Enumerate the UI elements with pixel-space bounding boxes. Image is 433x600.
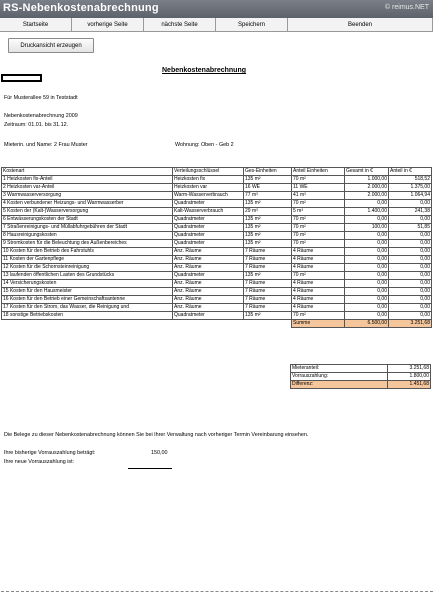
summary-row	[291, 381, 431, 389]
table-cell: 135 m²	[244, 272, 292, 280]
table-cell: 135 m²	[244, 216, 292, 224]
table-row	[2, 312, 432, 320]
table-row	[2, 224, 432, 232]
table-cell: 70 m²	[292, 312, 345, 320]
summary-row	[291, 365, 431, 373]
table-cell[interactable]: 0,00	[389, 200, 432, 208]
table-cell: 70 m²	[292, 232, 345, 240]
table-cell[interactable]: 0,00	[389, 248, 432, 256]
table-cell: 29 m³	[244, 208, 292, 216]
table-cell: 70 m²	[292, 272, 345, 280]
table-cell: 6 Entwässerungskosten der Stadt	[2, 216, 173, 224]
table-cell: Anz. Räume	[173, 288, 244, 296]
table-cell[interactable]: 0,00	[345, 200, 389, 208]
table-cell: 135 m²	[244, 176, 292, 184]
summary-value: 1.800,00	[388, 373, 431, 381]
table-cell: 135 m²	[244, 240, 292, 248]
table-cell: 4 Kosten verbundener Heizungs- und Warmwasserber	[2, 200, 173, 208]
tenant-name: Mieterin. und Name: 2 Frau Muster	[4, 142, 88, 148]
table-cell: 70 m²	[292, 216, 345, 224]
sum-row	[2, 320, 432, 328]
window-titlebar	[0, 0, 433, 18]
table-row	[2, 304, 432, 312]
table-cell: 70 m²	[292, 200, 345, 208]
table-cell: 4 Räume	[292, 248, 345, 256]
table-cell: Anz. Räume	[173, 280, 244, 288]
table-cell[interactable]: 518,52	[389, 176, 432, 184]
table-cell: Anz. Räume	[173, 304, 244, 312]
table-cell: 8 Hausreinigungskosten	[2, 232, 173, 240]
column-header: Anteil Einheiten	[292, 168, 345, 176]
table-cell: 15 Kosten für den Hausmeister	[2, 288, 173, 296]
billing-period: Zeitraum: 01.01. bis 31.12.	[4, 122, 69, 128]
table-row	[2, 184, 432, 192]
table-row	[2, 296, 432, 304]
table-cell: 135 m²	[244, 232, 292, 240]
table-cell: 7 Räume	[244, 248, 292, 256]
sum-share: 3.251,68	[389, 320, 432, 328]
table-cell[interactable]: 51,85	[389, 224, 432, 232]
table-cell[interactable]: 0,00	[345, 232, 389, 240]
table-row	[2, 248, 432, 256]
table-cell: 1 Heizkosten fix-Anteil	[2, 176, 173, 184]
table-row	[2, 216, 432, 224]
table-cell: 7 Räume	[244, 304, 292, 312]
table-cell: 7 Räume	[244, 256, 292, 264]
table-cell[interactable]: 0,00	[345, 216, 389, 224]
column-header: Anteil in €	[389, 168, 432, 176]
table-cell[interactable]: 2.000,00	[345, 192, 389, 200]
table-row	[2, 176, 432, 184]
table-row	[2, 208, 432, 216]
table-cell[interactable]: 0,00	[389, 312, 432, 320]
table-cell: 4 Räume	[292, 296, 345, 304]
table-cell: Quadratmeter	[173, 240, 244, 248]
page-bottom-rule	[1, 591, 433, 592]
new-prepayment-field[interactable]	[128, 464, 172, 469]
table-cell: 4 Räume	[292, 304, 345, 312]
app-title: RS-Nebenkostenabrechnung	[3, 2, 159, 14]
table-cell[interactable]: 100,00	[345, 224, 389, 232]
cost-table-header	[2, 168, 432, 176]
table-cell: 70 m²	[292, 176, 345, 184]
table-cell[interactable]: 0,00	[389, 304, 432, 312]
table-cell[interactable]: 0,00	[345, 272, 389, 280]
new-prepayment-label: Ihre neue Vorrauszahlung ist:	[4, 459, 75, 465]
table-cell: 70 m²	[292, 240, 345, 248]
column-header: Verteilungsschlüssel	[173, 168, 244, 176]
apartment-label: Wohnung: Oben - Geb 2	[175, 142, 234, 148]
table-cell: 11 Kosten der Gartenpflege	[2, 256, 173, 264]
table-cell[interactable]: 0,00	[389, 240, 432, 248]
table-cell: Quadratmeter	[173, 312, 244, 320]
table-row	[2, 256, 432, 264]
previous-prepayment-value: 150,00	[151, 450, 168, 456]
table-cell[interactable]: 0,00	[345, 296, 389, 304]
table-cell: 7 Räume	[244, 296, 292, 304]
print-preview-button[interactable]: Druckansicht erzeugen	[8, 38, 94, 53]
nav-button-vorherige-seite[interactable]: vorherige Seite	[72, 18, 144, 31]
table-cell[interactable]: 0,00	[389, 272, 432, 280]
column-header: Gesamt in €	[345, 168, 389, 176]
document-title: Nebenkostenabrechnung	[162, 67, 247, 74]
table-cell: 3 Warmwasserversorgung	[2, 192, 173, 200]
table-cell[interactable]: 0,00	[345, 240, 389, 248]
table-cell: Anz. Räume	[173, 264, 244, 272]
table-cell: 7 Räume	[244, 280, 292, 288]
table-cell[interactable]: 1.375,00	[389, 184, 432, 192]
table-cell[interactable]: 0,00	[345, 256, 389, 264]
table-cell: Warm-Wasserverbrauch	[173, 192, 244, 200]
table-cell: 12 Kosten für die Schornsteinreinigung	[2, 264, 173, 272]
nav-button-startseite[interactable]: Startseite	[0, 18, 72, 31]
table-cell: Anz. Räume	[173, 296, 244, 304]
empty-cell	[173, 320, 244, 328]
table-cell[interactable]: 0,00	[389, 288, 432, 296]
table-cell: 135 m²	[244, 224, 292, 232]
black-marker-box	[1, 74, 42, 82]
table-cell: Heizkosten fix	[173, 176, 244, 184]
table-cell[interactable]: 0,00	[389, 256, 432, 264]
table-row	[2, 272, 432, 280]
summary-value: 3.251,68	[388, 365, 431, 373]
summary-table	[290, 364, 431, 389]
table-cell[interactable]: 0,00	[345, 280, 389, 288]
summary-label: Differenz:	[291, 381, 388, 389]
table-cell: 10 Kosten für den Betrieb des Fahrstuhls	[2, 248, 173, 256]
table-cell[interactable]: 1.000,00	[345, 176, 389, 184]
table-row	[2, 264, 432, 272]
billing-title: Nebenkostenabrechnung 2009	[4, 113, 78, 119]
table-cell[interactable]: 0,00	[345, 264, 389, 272]
table-cell: 7 Räume	[244, 264, 292, 272]
table-cell: 17 Kosten für den Strom, das Wasser, die Reinigung und	[2, 304, 173, 312]
table-cell: 14 Versicherungskosten	[2, 280, 173, 288]
table-cell[interactable]: 0,00	[345, 304, 389, 312]
table-cell: 5 m³	[292, 208, 345, 216]
table-cell: Anz. Räume	[173, 248, 244, 256]
table-cell[interactable]: 0,00	[389, 296, 432, 304]
table-cell: 4 Räume	[292, 288, 345, 296]
table-row	[2, 280, 432, 288]
navigation-bar	[0, 18, 433, 32]
table-cell: 5 Kosten der (Kalt-)Wasserversorgung	[2, 208, 173, 216]
table-cell[interactable]: 2.000,00	[345, 184, 389, 192]
brand-label: © reimus.NET	[384, 4, 429, 11]
table-cell[interactable]: 0,00	[345, 288, 389, 296]
table-cell: Anz. Räume	[173, 256, 244, 264]
empty-cell	[244, 320, 292, 328]
table-cell: 16 Kosten für den Betrieb einer Gemeinschaftsantenne	[2, 296, 173, 304]
nav-button-speichern[interactable]: Speichern	[216, 18, 288, 31]
table-cell: 135 m²	[244, 200, 292, 208]
table-cell: 18 sonstige Betriebskosten	[2, 312, 173, 320]
table-cell: 16 WE	[244, 184, 292, 192]
table-cell: 4 Räume	[292, 256, 345, 264]
table-cell[interactable]: 1.064,94	[389, 192, 432, 200]
table-cell[interactable]: 0,00	[389, 280, 432, 288]
table-cell: Heizkosten var	[173, 184, 244, 192]
table-cell: Quadratmeter	[173, 224, 244, 232]
table-row	[2, 200, 432, 208]
table-cell: 13 laufenden öffentlichen Lasten des Grundstücks	[2, 272, 173, 280]
nav-button-nächste-seite[interactable]: nächste Seite	[144, 18, 216, 31]
table-row	[2, 288, 432, 296]
table-cell: 9 Stromkosten für die Beleuchtung des Außenbereiches	[2, 240, 173, 248]
previous-prepayment-label: Ihre bisherige Vorrauszahlung beträgt:	[4, 450, 96, 456]
summary-row	[291, 373, 431, 381]
sum-label: Summe	[292, 320, 345, 328]
table-cell[interactable]: 0,00	[389, 216, 432, 224]
table-cell[interactable]: 0,00	[389, 264, 432, 272]
summary-label: Vorrauszahlung:	[291, 373, 388, 381]
table-cell[interactable]: 0,00	[389, 232, 432, 240]
table-cell: 7 Straßenreinigungs- und Müllabfuhrgebühren der Stadt	[2, 224, 173, 232]
table-cell: 7 Räume	[244, 288, 292, 296]
empty-cell	[2, 320, 173, 328]
table-cell[interactable]: 0,00	[345, 248, 389, 256]
table-row	[2, 232, 432, 240]
table-cell: Quadratmeter	[173, 200, 244, 208]
table-cell: Quadratmeter	[173, 216, 244, 224]
nav-button-beenden[interactable]: Beenden	[288, 18, 433, 31]
table-row	[2, 192, 432, 200]
table-cell: 135 m²	[244, 312, 292, 320]
property-address: Für Musterallee 59 in Teststadt	[4, 95, 78, 101]
column-header: Kostenart	[2, 168, 173, 176]
summary-value: 1.451,68	[388, 381, 431, 389]
table-cell[interactable]: 1.400,00	[345, 208, 389, 216]
table-row	[2, 240, 432, 248]
summary-label: Mieteranteil:	[291, 365, 388, 373]
table-cell: 4 Räume	[292, 264, 345, 272]
table-cell: 41 m³	[292, 192, 345, 200]
cost-table	[1, 167, 432, 328]
table-cell: Quadratmeter	[173, 232, 244, 240]
table-cell: Kalt-Wasserverbrauch	[173, 208, 244, 216]
table-cell[interactable]: 241,38	[389, 208, 432, 216]
column-header: Ges-Einheiten	[244, 168, 292, 176]
table-cell: 77 m³	[244, 192, 292, 200]
table-cell[interactable]: 0,00	[345, 312, 389, 320]
table-cell: 2 Heizkosten var-Anteil	[2, 184, 173, 192]
receipts-note: Die Belege zu dieser Nebenkostenabrechnung können Sie bei Ihrer Verwaltung nach vorheriger Termin Vereinbarung einsehen.	[4, 432, 309, 438]
sum-total: 6.500,00	[345, 320, 389, 328]
table-cell: 70 m²	[292, 224, 345, 232]
table-cell: Quadratmeter	[173, 272, 244, 280]
table-cell: 4 Räume	[292, 280, 345, 288]
table-cell: 11 WE	[292, 184, 345, 192]
